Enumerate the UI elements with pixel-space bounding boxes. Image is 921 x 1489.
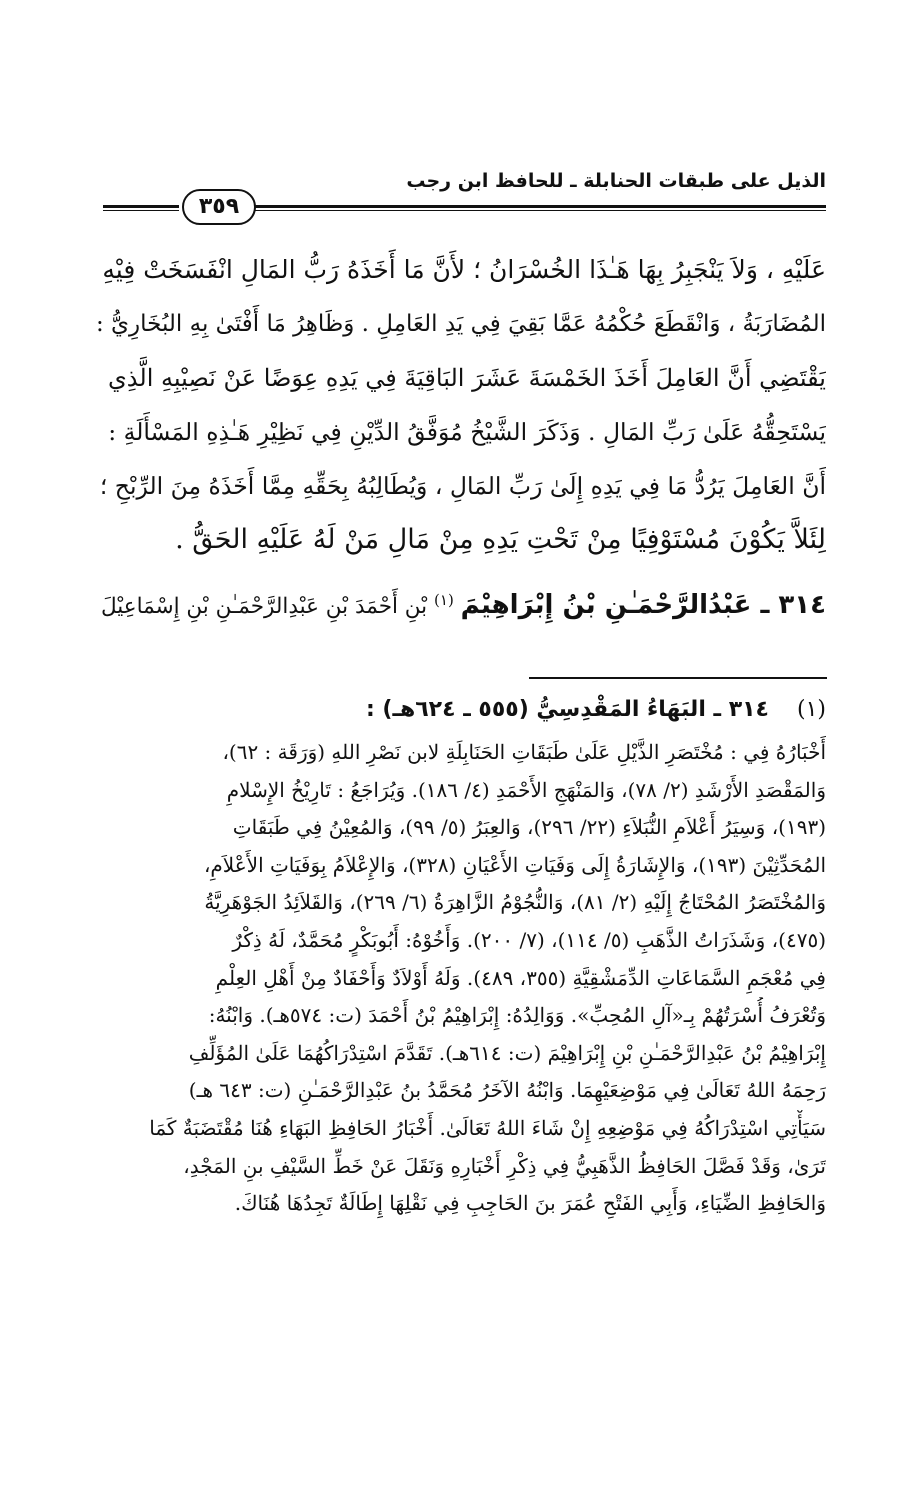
footnote-line: وَالحَافِظِ الضِّيَاءِ، وَأَبِي الفَتْحِ عُمَرَ بنَ الحَاجِبِ فِي نَقْلِهَا إِطَالَةٌ تَجِدُهَا هُنَاكَ. — [234, 1191, 826, 1216]
page-number: ٣٥٩ — [182, 189, 256, 225]
text-line: أَنَّ العَامِلَ يَرُدُّ مَا فِي يَدِهِ إِلَىٰ رَبِّ المَالِ ، وَيُطَالِبُهُ بِحَقِّهِ مِمَّا أَخَذَهُ مِنَ الرِّبْحِ ؛ — [99, 472, 826, 500]
header-rule-left — [103, 205, 179, 208]
text-line: عَلَيْهِ ، وَلاَ يَنْجَبِرُ بِهَا هَـٰذَا الخُسْرَانُ ؛ لأَنَّ مَا أَخَذَهُ رَبُّ المَالِ انْفَسَخَتْ فِيْهِ — [102, 255, 826, 284]
footnote-separator — [529, 677, 827, 679]
footnote-line: فِي مُعْجَمِ السَّمَاعَاتِ الدِّمَشْقِيَّةِ (٣٥٥، ٤٨٩). وَلَهُ أَوْلاَدٌ وَأَحْفَادٌ مِنْ أَهْلِ العِلْمِ — [215, 965, 826, 990]
footnote-line: وَتُعْرَفُ أُسْرَتُهُمْ بِـ«آلِ المُحِبِّ». وَوَالِدُهُ: إِبْرَاهِيْمُ بْنُ أَحْمَدَ (ت: ٥٧٤هـ). وَابْنُهُ: — [208, 1003, 826, 1028]
footnote-line: تَرَىٰ، وَقَدْ فَصَّلَ الحَافِظُ الذَّهَبِيُّ فِي ذِكْرِ أَخْبَارِهِ وَنَقَلَ عَنْ خَطِّ السَّيْفِ بنِ المَجْدِ، — [183, 1153, 826, 1178]
footnote-reference[interactable]: (١) — [434, 590, 454, 609]
footnote-line: (١٩٣)، وَسِيَرُ أَعْلاَمِ النُّبَلاَءِ (٢٢/ ٢٩٦)، وَالعِبَرُ (٥/ ٩٩)، وَالمُعِيْنُ فِي طَبَقَاتِ — [232, 815, 826, 840]
footnote-line: وَالمُخْتَصَرُ المُحْتَاجُ إِلَيْهِ (٢/ ٨١)، وَالنُّجُوْمُ الزَّاهِرَةُ (٦/ ٢٦٩)، وَالقَلاَئِدُ الجَوْهَرِيَّةُ — [204, 890, 826, 915]
header-rule-thin — [255, 210, 826, 211]
header-rule — [255, 205, 826, 208]
main-text — [96, 243, 826, 567]
text-line: يَسْتَحِقُّهُ عَلَىٰ رَبِّ المَالِ . وَذَكَرَ الشَّيْخُ مُوَفَّقُ الدِّيْنِ فِي نَظِيْرِ هَـٰذِهِ المَسْأَلَةِ : — [108, 418, 826, 446]
text-line: المُضَارَبَةُ ، وَانْقَطَعَ حُكْمُهُ عَمَّا بَقِيَ فِي يَدِ العَامِلِ . وَظَاهِرُ مَا أَفْتَىٰ بِهِ البُخَارِيُّ : — [96, 311, 826, 337]
entry-heading — [96, 578, 826, 632]
footnote-line: سَيَأْتِي اسْتِدْرَاكُهُ فِي مَوْضِعِهِ إِنْ شَاءَ اللهُ تَعَالَىٰ. أَخْبَارُ الحَافِظِ البَهَاءِ هُنَا مُقْتَضَبَةٌ كَمَا — [149, 1115, 826, 1140]
footnote-marker: (١) — [796, 697, 826, 722]
footnote-body — [96, 734, 826, 1223]
text-line: لِئَلاَّ يَكُوْنَ مُسْتَوْفِيًا مِنْ تَحْتِ يَدِهِ مِنْ مَالِ مَنْ لَهُ عَلَيْهِ الحَقُّ . — [175, 524, 826, 555]
footnote-line: أَخْبَارُهُ فِي : مُخْتَصَرِ الذَّيْلِ عَلَىٰ طَبَقَاتِ الحَنَابِلَةِ لابن نَصْرِ اللهِ (وَرَقَة : ٦٢)، — [222, 740, 826, 764]
footnote-line: رَحِمَهُ اللهُ تَعَالَىٰ فِي مَوْضِعَيْهِمَا. وَابْنُهُ الآخَرُ مُحَمَّدُ بنُ عَبْدِالرَّحْمَـٰنِ (ت: ٦٤٣ هـ) — [188, 1078, 826, 1103]
header-rule-left-thin — [103, 210, 179, 211]
text-line: يَقْتَضِي أَنَّ العَامِلَ أَخَذَ الخَمْسَةَ عَشَرَ البَاقِيَةَ فِي يَدِهِ عِوَضًا عَنْ نَصِيْبِهِ الَّذِي — [108, 364, 826, 392]
footnote-heading — [96, 690, 826, 730]
entry-name: ٣١٤ ـ عَبْدُالرَّحْمَـٰنِ بْنُ إِبْرَاهِيْمَ — [460, 590, 826, 620]
entry-lineage: بْنِ أَحْمَدَ بْنِ عَبْدِالرَّحْمَـٰنِ بْنِ إِسْمَاعِيْلَ — [101, 594, 428, 619]
footnote-line: المُحَدِّثِيْنَ (١٩٣)، وَالإِشَارَةُ إِلَى وَفَيَاتِ الأَعْيَانِ (٣٢٨)، وَالإِعْلاَمُ بِوَفَيَاتِ الأَعْلاَمِ، — [203, 852, 826, 877]
footnote-line: وَالمَقْصَدِ الأَرْشَدِ (٢/ ٧٨)، وَالمَنْهَجِ الأَحْمَدِ (٤/ ١٨٦). وَيُرَاجَعُ : تَارِيْخُ الإِسْلامِ — [226, 777, 826, 802]
footnote-title: ٣١٤ ـ البَهَاءُ المَقْدِسِيُّ (٥٥٥ ـ ٦٢٤هـ) : — [365, 697, 769, 722]
footnote-line: إِبْرَاهِيْمُ بْنُ عَبْدِالرَّحْمَـٰنِ بْنِ إِبْرَاهِيْمَ (ت: ٦١٤هـ). تَقَدَّمَ اسْتِدْرَاكُهُمَا عَلَىٰ المُؤَلِّفِ — [188, 1040, 826, 1065]
running-title: الذيل على طبقات الحنابلة ـ للحافظ ابن رجب — [406, 170, 826, 192]
footnote-line: (٤٧٥)، وَشَذَرَاتُ الذَّهَبِ (٥/ ١١٤)، (٧/ ٢٠٠). وَأَخُوْهُ: أَبُوبَكْرٍ مُحَمَّدٌ، لَهُ ذِكْرٌ — [232, 927, 826, 952]
